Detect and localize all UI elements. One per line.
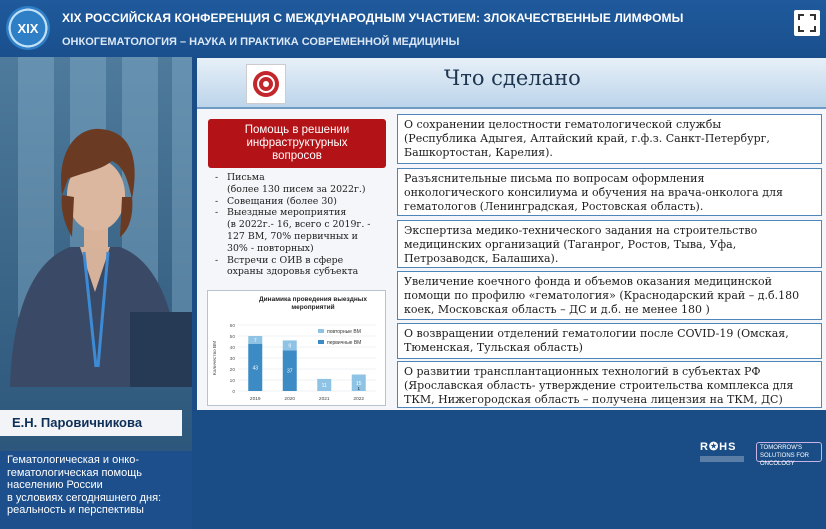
achievement-line: медицинских организаций (Таганрог, Ростов, Тыва, Уфа, [404,237,737,251]
roshs-logo: R✪HS [700,441,737,453]
activity-item [215,172,393,196]
achievement-line: помощи по профилю «гематология» (Краснодарский край – д.б.180 [404,288,800,302]
achievement-line: О возвращении отделений гематологии после COVID-19 (Омская, [404,327,789,340]
achievement-line: Тюменская, Тульская область) [404,340,583,354]
y-axis-label: Количество ВМ [213,340,218,376]
lecture-title-line: Гематологическая и онко- [7,454,140,466]
center-logo-icon [246,64,286,104]
activity-text: (в 2022г.- 16, всего с 2019г. - [227,219,371,231]
x-tick-label: 2022 [353,397,365,402]
speaker-figure [0,87,192,387]
achievement-line: (Ярославская область- утверждение строительства комплекса для [404,378,794,392]
legend-swatch [318,329,324,333]
help-box-line: вопросов [272,150,322,162]
bar-data-label: 15 [355,380,362,387]
lecture-title-line: реальность и перспективы [7,504,144,517]
x-tick-label: 2019 [249,397,261,402]
achievement-line: онкологического консилиума и обучения на врача-онколога для [404,185,783,199]
achievement-item [397,323,822,359]
legend-label: повторные ВМ [327,329,361,335]
conference-banner [0,0,826,57]
x-tick-label: 2021 [318,397,330,402]
y-tick-label: 20 [229,368,235,373]
activity-text: 30% - повторных) [227,242,314,254]
lecture-title-line: гематологическая помощь [7,466,143,479]
slide-title: Что сделано [444,66,581,90]
achievement-line: коек, Московская область – ДС и д.б. не менее 180 ) [404,302,710,316]
visits-chart-svg [208,291,385,405]
achievement-item [397,114,822,164]
bar-data-label: 43 [252,365,259,372]
achievement-line: Увеличение коечного фонда и объемов оказания медицинской [404,275,772,288]
activity-item [215,196,393,208]
y-tick-label: 50 [229,335,235,340]
bar-data-label: 7 [253,337,257,344]
activity-text: - Выездные мероприятия [227,207,347,219]
achievement-item [397,220,822,268]
tomorrows-solutions-logo: TOMORROW'S SOLUTIONS FOR ONCOLOGY [756,442,822,462]
achievement-line: Петрозаводск, Балашиха). [404,251,559,265]
legend-label: первичные ВМ [327,340,362,346]
activity-text: 127 ВМ, 70% первичных и [227,230,358,242]
achievement-line: О сохранении целостности гематологической службы [404,118,722,131]
bar-data-label: 1 [357,386,361,391]
activity-text: - Встречи с ОИВ в сфере [227,254,344,266]
achievement-line: (Республика Адыгея, Алтайский край, г.ф.з. Санкт-Петербург, [404,131,770,145]
achievement-line: О развитии трансплантационных технологий в субъектах РФ [404,365,761,378]
bar-data-label: 37 [286,368,293,375]
chart-title: Динамика проведения выездных [259,296,367,303]
activity-text: - Совещания (более 30) [227,195,337,207]
y-tick-label: 60 [229,324,235,329]
help-box-line: Помощь в решении [244,124,350,136]
lecture-title-line: в условиях сегодняшнего дня: [7,491,162,504]
achievement-item [397,168,822,216]
conference-logo: XIX [6,6,50,50]
y-tick-label: 0 [232,390,235,395]
achievement-line: ТКМ, Нижегородская область – получена лицензия на ТКМ, ДС) [404,392,783,406]
visits-chart [207,290,386,406]
achievement-line: Экспертиза медико-технического задания на строительство [404,224,758,237]
activity-list [215,172,393,278]
help-box [208,119,386,168]
x-tick-label: 2020 [284,397,296,402]
bar-data-label: 11 [321,382,327,389]
activity-text: (более 130 писем за 2022г.) [227,183,366,195]
roshs-logo-bar [700,456,744,462]
lecture-title [0,451,192,529]
fullscreen-icon[interactable] [794,10,820,36]
y-tick-label: 10 [229,379,235,384]
chart-title: мероприятий [291,304,335,311]
sponsor-logos [700,436,826,472]
slide-header [197,58,826,109]
lecture-title-line: населению России [7,479,103,492]
achievement-line: гематологов (Ленинградская, Ростовская область). [404,199,704,213]
conference-title: XIX РОССИЙСКАЯ КОНФЕРЕНЦИЯ С МЕЖДУНАРОДНЫМ УЧАСТИЕМ: ЗЛОКАЧЕСТВЕННЫЕ ЛИМФОМЫ [62,11,684,25]
achievement-item [397,361,822,408]
activity-item [215,207,393,254]
presentation-slide [197,58,826,410]
conference-subtitle: ОНКОГЕМАТОЛОГИЯ – НАУКА И ПРАКТИКА СОВРЕМЕННОЙ МЕДИЦИНЫ [62,36,460,48]
achievement-item [397,271,822,320]
achievement-line: Башкортостан, Карелия). [404,145,553,159]
activity-text: - Письма [227,172,265,183]
speaker-name: Е.Н. Паровичникова [0,410,182,436]
speaker-video [0,57,192,517]
y-tick-label: 30 [229,357,235,362]
bar-data-label: 9 [288,343,292,350]
activity-text: охраны здоровья субъекта [227,266,359,278]
help-box-line: инфраструктурных [246,137,348,149]
legend-swatch [318,340,324,344]
activity-item [215,255,393,279]
achievement-line: Разъяснительные письма по вопросам оформления [404,172,705,185]
y-tick-label: 40 [229,346,235,351]
